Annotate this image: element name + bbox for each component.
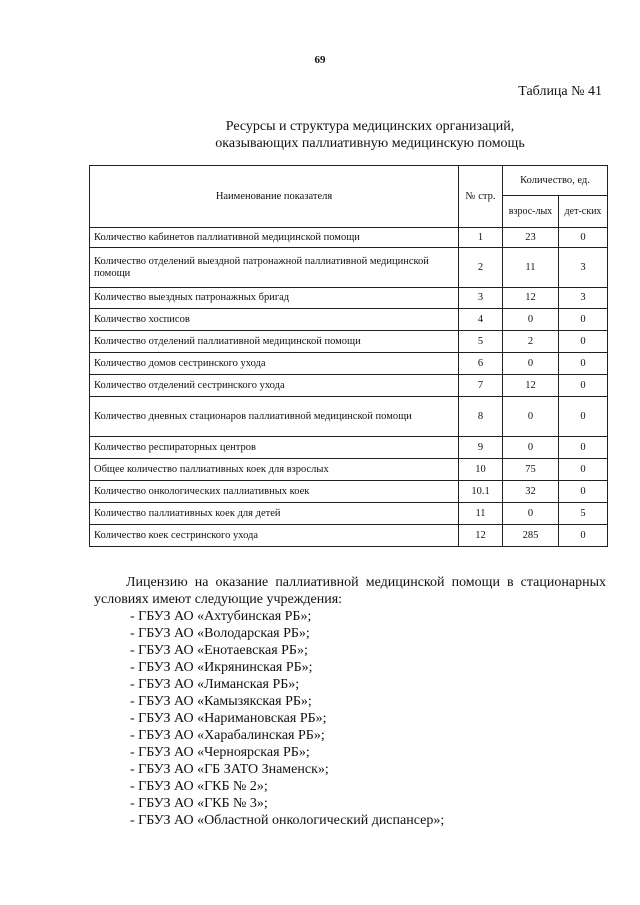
table-row xyxy=(90,481,608,503)
page-number: 69 xyxy=(314,54,326,66)
row-name-cell: Количество домов сестринского ухода xyxy=(90,353,459,375)
institution-item: - ГБУЗ АО «Лиманская РБ»; xyxy=(130,677,300,692)
row-number-cell: 5 xyxy=(459,331,503,353)
row-number-cell: 12 xyxy=(459,525,503,547)
table-row xyxy=(90,459,608,481)
row-number-cell: 1 xyxy=(459,228,503,248)
header-child: дет-ских xyxy=(558,196,607,228)
child-count-cell: 0 xyxy=(558,459,607,481)
row-name-cell: Количество респираторных центров xyxy=(90,437,459,459)
table-row xyxy=(90,353,608,375)
header-row-number: № стр. xyxy=(459,166,503,228)
child-count-cell: 3 xyxy=(558,288,607,309)
adult-count-cell: 0 xyxy=(503,353,559,375)
institution-item: - ГБУЗ АО «Енотаевская РБ»; xyxy=(130,643,308,658)
table-label: Таблица № 41 xyxy=(518,84,602,99)
table-row xyxy=(90,437,608,459)
child-count-cell: 0 xyxy=(558,437,607,459)
row-number-cell: 3 xyxy=(459,288,503,309)
institution-item: - ГБУЗ АО «Харабалинская РБ»; xyxy=(130,728,325,743)
table-body xyxy=(90,228,608,547)
adult-count-cell: 2 xyxy=(503,331,559,353)
row-name-cell: Общее количество паллиативных коек для взрослых xyxy=(90,459,459,481)
adult-count-cell: 0 xyxy=(503,437,559,459)
child-count-cell: 0 xyxy=(558,353,607,375)
row-name-cell: Количество отделений паллиативной медицинской помощи xyxy=(90,331,459,353)
row-name-cell: Количество дневных стационаров паллиативной медицинской помощи xyxy=(90,397,459,437)
child-count-cell: 3 xyxy=(558,248,607,288)
adult-count-cell: 32 xyxy=(503,481,559,503)
row-name-cell: Количество онкологических паллиативных коек xyxy=(90,481,459,503)
table-row xyxy=(90,309,608,331)
institution-item: - ГБУЗ АО «ГКБ № 3»; xyxy=(130,796,268,811)
child-count-cell: 0 xyxy=(558,375,607,397)
row-number-cell: 10 xyxy=(459,459,503,481)
institution-item: - ГБУЗ АО «Ахтубинская РБ»; xyxy=(130,609,312,624)
adult-count-cell: 23 xyxy=(503,228,559,248)
table-row xyxy=(90,248,608,288)
child-count-cell: 0 xyxy=(558,481,607,503)
license-section xyxy=(94,574,606,829)
institution-item: - ГБУЗ АО «Областной онкологический диспансер»; xyxy=(130,813,445,828)
table-row xyxy=(90,525,608,547)
row-name-cell: Количество отделений сестринского ухода xyxy=(90,375,459,397)
row-name-cell: Количество кабинетов паллиативной медицинской помощи xyxy=(90,228,459,248)
row-number-cell: 8 xyxy=(459,397,503,437)
row-number-cell: 9 xyxy=(459,437,503,459)
row-name-cell: Количество паллиативных коек для детей xyxy=(90,503,459,525)
institution-item: - ГБУЗ АО «Володарская РБ»; xyxy=(130,626,310,641)
table-row xyxy=(90,228,608,248)
resources-table xyxy=(89,165,608,547)
adult-count-cell: 0 xyxy=(503,503,559,525)
row-number-cell: 6 xyxy=(459,353,503,375)
institution-item: - ГБУЗ АО «Наримановская РБ»; xyxy=(130,711,327,726)
child-count-cell: 0 xyxy=(558,331,607,353)
adult-count-cell: 75 xyxy=(503,459,559,481)
table-title xyxy=(0,118,640,152)
institution-item: - ГБУЗ АО «Икрянинская РБ»; xyxy=(130,660,313,675)
table-row xyxy=(90,397,608,437)
table-row xyxy=(90,503,608,525)
institution-list xyxy=(94,608,606,829)
row-name-cell: Количество выездных патронажных бригад xyxy=(90,288,459,309)
institution-item: - ГБУЗ АО «Черноярская РБ»; xyxy=(130,745,310,760)
institution-item: - ГБУЗ АО «ГБ ЗАТО Знаменск»; xyxy=(130,762,329,777)
institution-item: - ГБУЗ АО «ГКБ № 2»; xyxy=(130,779,268,794)
header-adult: взрос-лых xyxy=(503,196,559,228)
child-count-cell: 0 xyxy=(558,309,607,331)
header-name: Наименование показателя xyxy=(90,166,459,228)
table-row xyxy=(90,288,608,309)
row-number-cell: 10.1 xyxy=(459,481,503,503)
license-paragraph: Лицензию на оказание паллиативной медицинской помощи в стационарных условиях имеют следующие учреждения: xyxy=(94,575,606,607)
row-name-cell: Количество хосписов xyxy=(90,309,459,331)
row-number-cell: 4 xyxy=(459,309,503,331)
child-count-cell: 0 xyxy=(558,525,607,547)
institution-item: - ГБУЗ АО «Камызякская РБ»; xyxy=(130,694,312,709)
row-name-cell: Количество отделений выездной патронажной паллиативной медицинской помощи xyxy=(90,248,459,288)
header-quantity: Количество, ед. xyxy=(503,166,608,196)
adult-count-cell: 12 xyxy=(503,375,559,397)
adult-count-cell: 11 xyxy=(503,248,559,288)
table-row xyxy=(90,331,608,353)
child-count-cell: 0 xyxy=(558,228,607,248)
row-number-cell: 7 xyxy=(459,375,503,397)
row-name-cell: Количество коек сестринского ухода xyxy=(90,525,459,547)
adult-count-cell: 285 xyxy=(503,525,559,547)
row-number-cell: 2 xyxy=(459,248,503,288)
adult-count-cell: 0 xyxy=(503,309,559,331)
title-line-1: Ресурсы и структура медицинских организаций, xyxy=(225,119,515,134)
row-number-cell: 11 xyxy=(459,503,503,525)
child-count-cell: 0 xyxy=(558,397,607,437)
table-row xyxy=(90,375,608,397)
adult-count-cell: 12 xyxy=(503,288,559,309)
adult-count-cell: 0 xyxy=(503,397,559,437)
title-line-2: оказывающих паллиативную медицинскую помощь xyxy=(215,136,525,151)
child-count-cell: 5 xyxy=(558,503,607,525)
